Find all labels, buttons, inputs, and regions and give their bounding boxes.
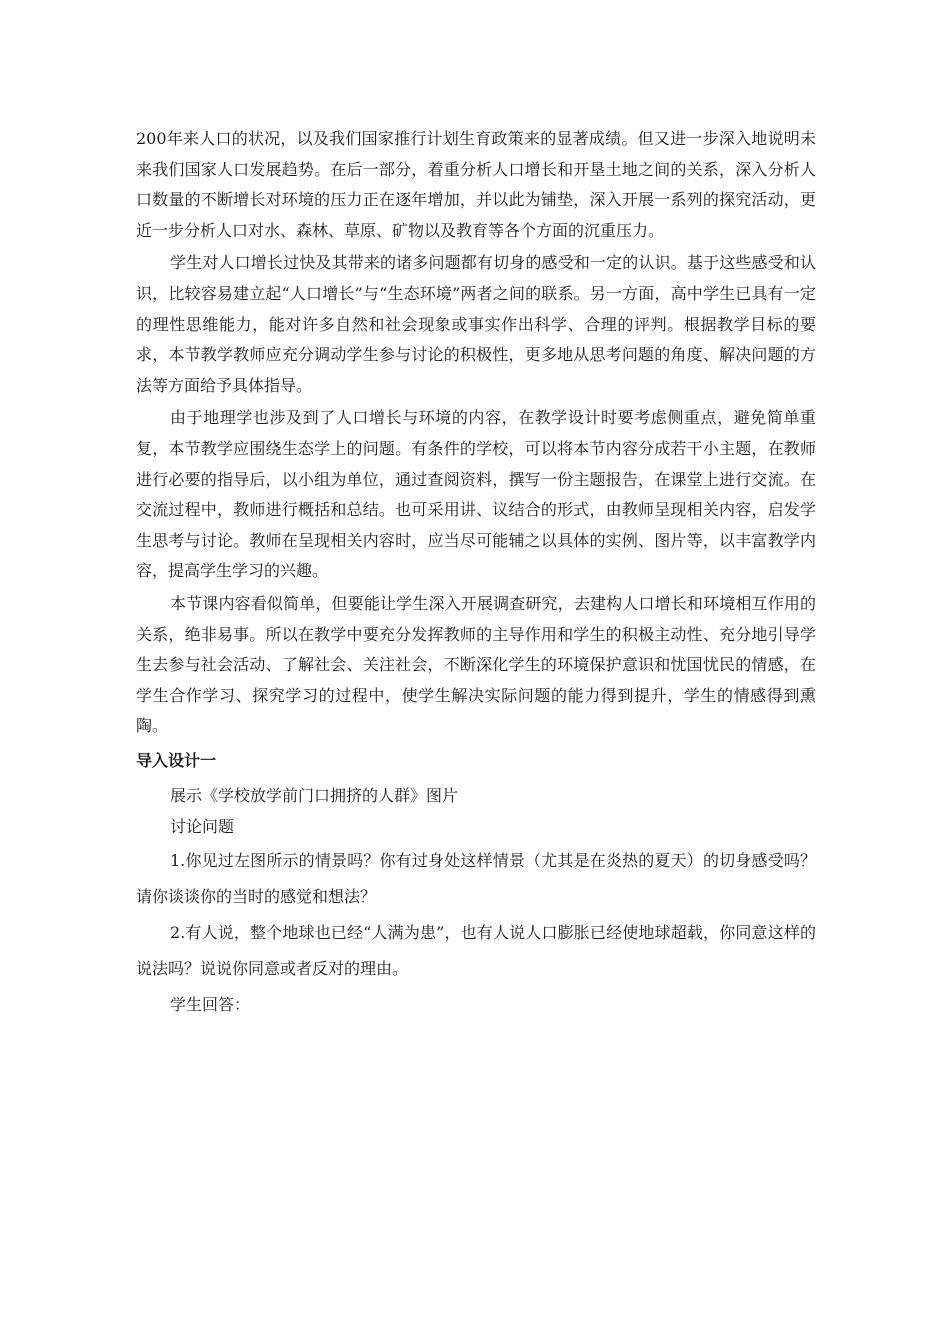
paragraph-student-perception: 学生对人口增长过快及其带来的诸多问题都有切身的感受和一定的认识。基于这些感受和认识，比较容易建立起“人口增长”与“生态环境”两者之间的联系。另一方面，高中学生已具有一定的理性思维能力，能对许多自然和社会现象或事实作出科学、合理的评判。根据教学目标的要求，本节教学教师应充分调动学生参与讨论的积极性，更多地从思考问题的角度、解决问题的方法等方面给予具体指导。	[136, 253, 816, 395]
paragraph-teaching-goal: 本节课内容看似简单，但要能让学生深入开展调查研究，去建构人口增长和环境相互作用的关系，绝非易事。所以在教学中要充分发挥教师的主导作用和学生的积极主动性、充分地引导学生去参与社会活动、了解社会、关注社会，不断深化学生的环境保护意识和忧国忧民的情感，在学生合作学习、探究学习的过程中，使学生解决实际问题的能力得到提升，学生的情感得到熏陶。	[136, 593, 816, 736]
document-body	[136, 124, 816, 1023]
question-1: 1.你见过左图所示的情景吗？你有过身处这样情景（尤其是在炎热的夏天）的切身感受吗？请你谈谈你的当时的感觉和想法？	[136, 851, 816, 907]
section-heading: 导入设计一	[136, 750, 217, 770]
question-2: 2.有人说，整个地球也已经“人满为患”，也有人说人口膨胀已经使地球超载，你同意这样的说法吗？说说你同意或者反对的理由。	[136, 923, 816, 979]
discussion-label: 讨论问题	[170, 817, 235, 837]
paragraph-population-status: 200年来人口的状况，以及我们国家推行计划生育政策来的显著成绩。但又进一步深入地说明未来我们国家人口发展趋势。在后一部分，着重分析人口增长和开垦土地之间的关系，深入分析人口数量的不断增长对环境的压力正在逐年增加，并以此为铺垫，深入开展一系列的探究活动，更近一步分析人口对水、森林、草原、矿物以及教育等各个方面的沉重压力。	[136, 129, 816, 240]
paragraph-teaching-design: 由于地理学也涉及到了人口增长与环境的内容，在教学设计时要考虑侧重点，避免简单重复，本节教学应围绕生态学上的问题。有条件的学校，可以将本节内容分成若干小主题，在教师进行必要的指导后，以小组为单位，通过查阅资料，撰写一份主题报告，在课堂上进行交流。在交流过程中，教师进行概括和总结。也可采用讲、议结合的形式，由教师呈现相关内容，启发学生思考与讨论。教师在呈现相关内容时，应当尽可能辅之以具体的实例、图片等，以丰富教学内容，提高学生学习的兴趣。	[136, 408, 816, 581]
show-picture-line: 展示《学校放学前门口拥挤的人群》图片	[170, 786, 459, 806]
student-answer-label: 学生回答：	[170, 995, 251, 1015]
